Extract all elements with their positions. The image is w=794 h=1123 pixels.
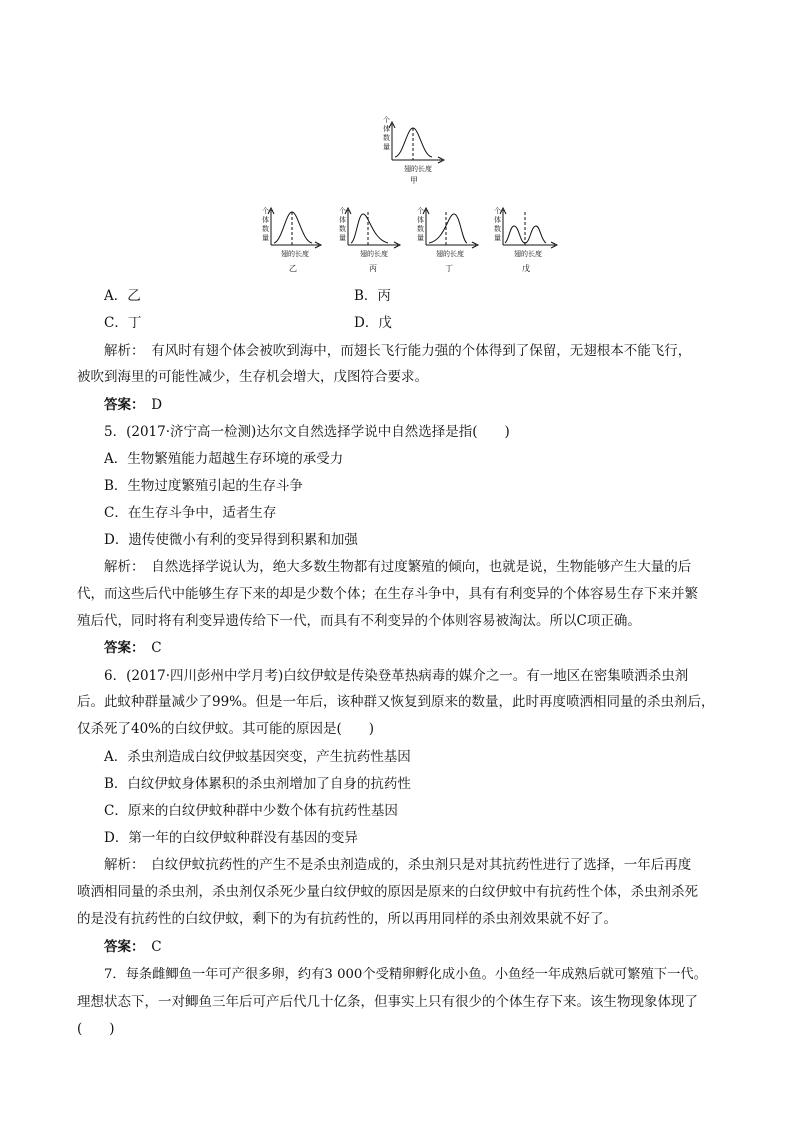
distribution-curve — [429, 214, 467, 243]
y-axis-char: 体 — [262, 216, 269, 224]
q4-answer — [104, 395, 704, 415]
y-axis-char: 个 — [417, 207, 424, 215]
answer-label: 答案： — [104, 939, 138, 955]
y-axis-char: 数 — [262, 225, 269, 233]
panel-label: 甲 — [410, 176, 418, 185]
y-axis-char: 体 — [383, 125, 390, 133]
q7-stem-line: ( ) — [77, 1021, 115, 1037]
y-axis-char: 个 — [339, 207, 346, 215]
answer-label: 答案： — [104, 397, 138, 413]
q5-analysis-line: 解析： 自然选择学说认为，绝大多数生物都有过度繁殖的倾向，也就是说，生物能够产生大量的后 — [104, 559, 692, 575]
q7-stem-line: 7．每条雌鲫鱼一年可产很多卵，约有3 000个受精卵孵化成小鱼。小鱼经一年成熟后就可繁殖下一代。 — [104, 967, 707, 982]
answer-label: 答案： — [104, 640, 138, 656]
y-axis-char: 数 — [417, 225, 424, 233]
panel-label: 戊 — [522, 264, 530, 273]
y-axis-char: 个 — [262, 207, 269, 215]
option-b: B．丙 — [354, 288, 391, 304]
panel-jia — [383, 115, 444, 185]
y-axis-char: 体 — [417, 216, 424, 224]
q5-answer — [104, 638, 704, 658]
q6-analysis-line: 的是没有抗药性的白纹伊蚊，剩下的为有抗药性的，所以再用同样的杀虫剂效果就不好了。 — [77, 911, 617, 927]
y-axis-char: 量 — [262, 234, 269, 242]
y-axis-char: 数 — [494, 225, 501, 233]
distribution-curve — [351, 214, 388, 243]
y-axis-char: 个 — [383, 116, 390, 124]
distribution-curve — [395, 128, 432, 157]
y-axis-char: 数 — [339, 225, 346, 233]
q5-option-b: B．生物过度繁殖引起的生存斗争 — [104, 478, 303, 494]
answer-value: C — [151, 939, 162, 955]
panel-ding — [417, 206, 478, 273]
y-axis-char: 量 — [417, 234, 424, 242]
q5-option-a: A．生物繁殖能力超越生存环境的承受力 — [104, 451, 344, 467]
wing-length-diagram — [0, 0, 794, 290]
wing-length-figure — [0, 0, 794, 290]
y-axis-char: 量 — [339, 234, 346, 242]
panel-wu — [494, 206, 557, 273]
option-a: A．乙 — [104, 288, 141, 304]
y-axis-char: 量 — [494, 234, 501, 242]
q5-analysis-line: 代，而这些后代中能够生存下来的却是少数个体；在生存斗争中，具有有利变异的个体容易生存下来并繁 — [77, 586, 698, 602]
x-axis-label: 翅的长度 — [360, 250, 388, 258]
q6-analysis-line: 喷洒相同量的杀虫剂，杀虫剂仅杀死少量白纹伊蚊的原因是原来的白纹伊蚊中有抗药性个体，杀虫剂杀死 — [77, 884, 698, 900]
panel-yi — [262, 206, 321, 273]
q4-analysis-line: 解析： 有风时有翅个体会被吹到海中，而翅长飞行能力强的个体得到了保留，无翅根本不能飞行， — [104, 343, 692, 359]
panel-label: 乙 — [289, 264, 297, 273]
q6-option-a: A．杀虫剂造成白纹伊蚊基因突变，产生抗药性基因 — [104, 749, 411, 765]
q6-analysis-line: 解析： 白纹伊蚊抗药性的产生不是杀虫剂造成的，杀虫剂只是对其抗药性进行了选择，一年后再度 — [104, 857, 692, 873]
x-axis-label: 翅的长度 — [436, 250, 464, 258]
q6-option-b: B．白纹伊蚊身体累积的杀虫剂增加了自身的抗药性 — [104, 776, 411, 792]
q6-option-c: C．原来的白纹伊蚊种群中少数个体有抗药性基因 — [104, 803, 398, 819]
q5-option-d: D．遗传使微小有利的变异得到积累和加强 — [104, 532, 358, 548]
option-c: C．丁 — [104, 315, 142, 331]
panel-bing — [339, 206, 400, 273]
q5-analysis-line: 殖后代，同时将有利变异遗传给下一代，而具有不利变异的个体则容易被淘汰。所以C项正确。 — [77, 613, 641, 629]
q7-stem-line: 理想状态下，一对鲫鱼三年后可产后代几十亿条，但事实上只有很少的个体生存下来。该生物现象体现了 — [77, 994, 698, 1010]
q4-analysis-line: 被吹到海里的可能性减少，生存机会增大，戊图符合要求。 — [77, 369, 428, 385]
panel-label: 丁 — [445, 264, 453, 273]
q6-stem-line: 仅杀死了40%的白纹伊蚊。其可能的原因是( ) — [77, 721, 375, 737]
x-axis-label: 翅的长度 — [281, 250, 309, 258]
y-axis-char: 数 — [383, 134, 390, 142]
answer-value: C — [151, 640, 162, 656]
answer-value: D — [151, 397, 163, 413]
q5-option-c: C．在生存斗争中，适者生存 — [104, 505, 277, 521]
q6-option-d: D．第一年的白纹伊蚊种群没有基因的变异 — [104, 830, 358, 846]
x-axis-label: 翅的长度 — [404, 165, 432, 173]
y-axis-char: 体 — [494, 216, 501, 224]
q6-stem-line: 6．(2017·四川彭州中学月考)白纹伊蚊是传染登革热病毒的媒介之一。有一地区在密集喷洒杀虫剂 — [104, 668, 689, 684]
y-axis-char: 量 — [383, 143, 390, 151]
q6-stem-line: 后。此蚊种群量减少了99%。但是一年后，该种群又恢复到原来的数量，此时再度喷洒相同量的杀虫剂后， — [77, 694, 715, 710]
panel-label: 丙 — [369, 264, 377, 273]
q5-stem: 5．(2017·济宁高一检测)达尔文自然选择学说中自然选择是指( ) — [104, 424, 510, 440]
y-axis-char: 个 — [494, 207, 501, 215]
y-axis-char: 体 — [339, 216, 346, 224]
distribution-curve — [274, 212, 312, 243]
q6-answer — [104, 937, 704, 957]
x-axis-label: 翅的长度 — [514, 250, 542, 258]
option-d: D．戊 — [354, 315, 392, 331]
